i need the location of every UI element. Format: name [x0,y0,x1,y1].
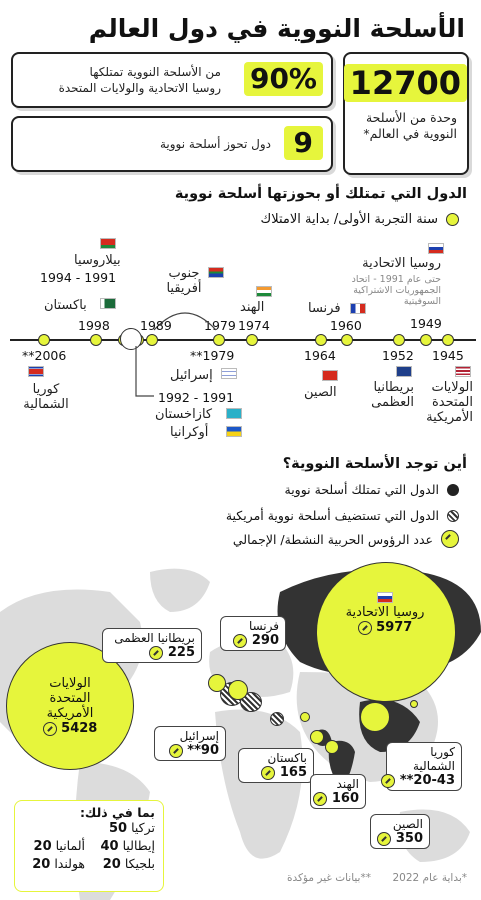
russia-map-label [345,592,425,635]
percent-desc-1: من الأسلحة النووية تمتلكها [89,65,221,79]
warhead-icon [149,646,163,660]
timeline-dot-1960 [341,334,353,346]
percent-number: 90% [244,62,323,96]
host-turkey: تركيا 50 [109,820,155,836]
total-weapons-desc-1: وحدة من الأسلحة [365,110,457,125]
south-africa-label: جنوب أفريقيا [166,266,202,296]
legend-dot-icon [446,213,459,226]
usa-map-count: 5428 [30,721,110,736]
pakistan-label: باكستان [44,298,87,313]
russia-map-name: روسيا الاتحادية [345,605,425,620]
timeline-dot-1979 [213,334,225,346]
russia-label: روسيا الاتحادية [362,256,441,271]
kazakhstan-flag-icon [226,408,242,419]
year-1998: 1998 [78,318,110,333]
usa-map-name: الولايات المتحدة الأمريكية [46,676,94,721]
timeline-legend [261,212,459,227]
host-belgium: بلجيكا 20 [102,856,155,872]
year-1979-za: 1979 [204,318,236,333]
france-circle [228,680,248,700]
year-2006: 2006** [22,348,67,363]
russia-map-flag-icon [377,592,393,603]
russia-flag-icon [428,243,444,254]
footnote-1: *بداية عام 2022 [392,872,467,884]
nkorea-map-count: 20-43** [393,773,455,788]
pakistan-map-count: 165 [245,765,307,780]
owner-dot-icon [447,484,459,496]
usa-map-label [30,676,110,736]
timeline-dot-2006 [38,334,50,346]
france-map-name: فرنسا [248,619,279,633]
host-germany: ألمانيا 20 [33,838,85,854]
hatch-dot-icon [447,510,459,522]
year-1974: 1974 [238,318,270,333]
percent-card [11,52,333,108]
uk-map-count: 225 [109,645,195,660]
countries-desc: دول تحوز أسلحة نووية [159,137,271,151]
host-italy: إيطاليا 40 [100,838,155,854]
warhead-icon [381,774,395,788]
map-legend-owners [285,482,460,497]
timeline-dot-1945 [442,334,454,346]
pakistan-flag-icon [100,298,116,309]
year-1949: 1949 [410,316,442,331]
year-1964: 1964 [304,348,336,363]
israel-label: إسرائيل [170,368,213,383]
map-legend-hosts-text: الدول التي تستضيف أسلحة نووية أمريكية [225,508,439,523]
israel-map-count: 90** [161,743,219,758]
france-flag-icon [350,303,366,314]
china-circle [360,702,390,732]
israel-circle [300,712,310,722]
warhead-icon [261,766,275,780]
map-legend-warheads-text: عدد الرؤوس الحربية النشطة/ الإجمالي [232,531,433,547]
kz-connector [126,344,156,404]
year-1952: 1952 [382,348,414,363]
year-1989: 1989 [140,318,172,333]
pakistan-circle [310,730,324,744]
ukraine-label: أوكرانيا [170,425,209,440]
timeline-dot-1964 [315,334,327,346]
hosts-heading: بما في ذلك: [79,805,155,820]
year-1945: 1945 [432,348,464,363]
total-weapons-number: 12700 [344,64,467,102]
hosts-box [14,800,164,892]
map-legend-hosts [226,508,459,523]
total-weapons-desc-2: النووية في العالم* [363,126,457,141]
timeline-dot-1998 [90,334,102,346]
india-circle [325,740,339,754]
year-1991-1992: 1991 - 1992 [158,390,235,405]
warhead-icon [169,744,183,758]
israel-flag-icon [221,368,237,379]
france-map-count: 290 [227,633,279,648]
nkorea-map-label [386,742,462,791]
ukraine-flag-icon [226,426,242,437]
belarus-flag-icon [100,238,116,249]
timeline-legend-text: سنة التجربة الأولى/ بداية الامتلاك [260,212,438,227]
india-map-count: 160 [317,791,359,806]
timeline [0,240,481,440]
uk-map-name: بريطانيا العظمى [114,631,195,645]
pakistan-map-label [238,748,314,783]
india-flag-icon [256,286,272,297]
russia-map-count: 5977 [345,620,425,635]
timeline-dot-1952 [393,334,405,346]
india-label: الهند [240,300,265,315]
timeline-dot-1974 [246,334,258,346]
india-map-label [310,774,366,809]
timeline-dot-1949 [420,334,432,346]
timeline-axis [10,339,476,341]
kazakhstan-label: كازاخستان [155,407,213,422]
china-flag-icon [322,370,338,381]
china-map-label [370,814,430,849]
uk-flag-icon [396,366,412,377]
france-label: فرنسا [308,301,341,316]
map-legend-owners-text: الدول التي تمتلك أسلحة نووية [284,482,439,497]
warhead-icon [43,722,57,736]
north-korea-label: كوريا الشمالية [23,382,69,412]
warhead-icon [313,792,327,806]
percent-desc-2: روسيا الاتحادية والولايات المتحدة [58,81,221,95]
india-map-name: الهند [336,777,359,791]
north-korea-flag-icon [28,366,44,377]
pakistan-map-name: باكستان [267,751,307,765]
map-heading: أين توجد الأسلحة النووية؟ [282,456,467,472]
warhead-icon [377,832,391,846]
footnote-2: **بيانات غير مؤكدة [287,872,371,884]
countries-number: 9 [284,126,323,160]
nkorea-circle [410,700,418,708]
host-hatch-3 [270,712,284,726]
usa-label: الولايات المتحدة الأمريكية [426,380,473,425]
uk-circle [208,674,226,692]
year-belarus: 1991 - 1994 [40,270,117,285]
timeline-heading: الدول التي تمتلك أو بحوزتها أسلحة نووية [174,186,467,202]
russia-note: حتى عام 1991 - اتحاد الجمهوريات الاشتراكية السوفيتية [351,274,441,307]
warhead-icon [358,621,372,635]
belarus-label: بيلاروسيا [74,253,121,268]
france-map-label [220,616,286,651]
year-1960: 1960 [330,318,362,333]
south-africa-flag-icon [208,267,224,278]
year-1979-il: 1979** [190,348,235,363]
warhead-icon [441,530,459,548]
nkorea-map-name: كوريا الشمالية [413,745,455,773]
uk-label: بريطانيا العظمى [371,380,414,410]
map-legend-warheads [233,530,459,548]
israel-map-label [154,726,226,761]
world-map [0,552,481,900]
host-netherlands: هولندا 20 [32,856,85,872]
china-label: الصين [304,385,337,400]
usa-flag-icon [455,366,471,377]
uk-map-label [102,628,202,663]
countries-card [11,116,333,172]
warhead-icon [233,634,247,648]
china-map-name: الصين [392,817,423,831]
total-weapons-card [343,52,469,175]
page-title: الأسلحة النووية في دول العالم [88,14,465,43]
china-map-count: 350 [377,831,423,846]
israel-map-name: إسرائيل [179,729,219,743]
